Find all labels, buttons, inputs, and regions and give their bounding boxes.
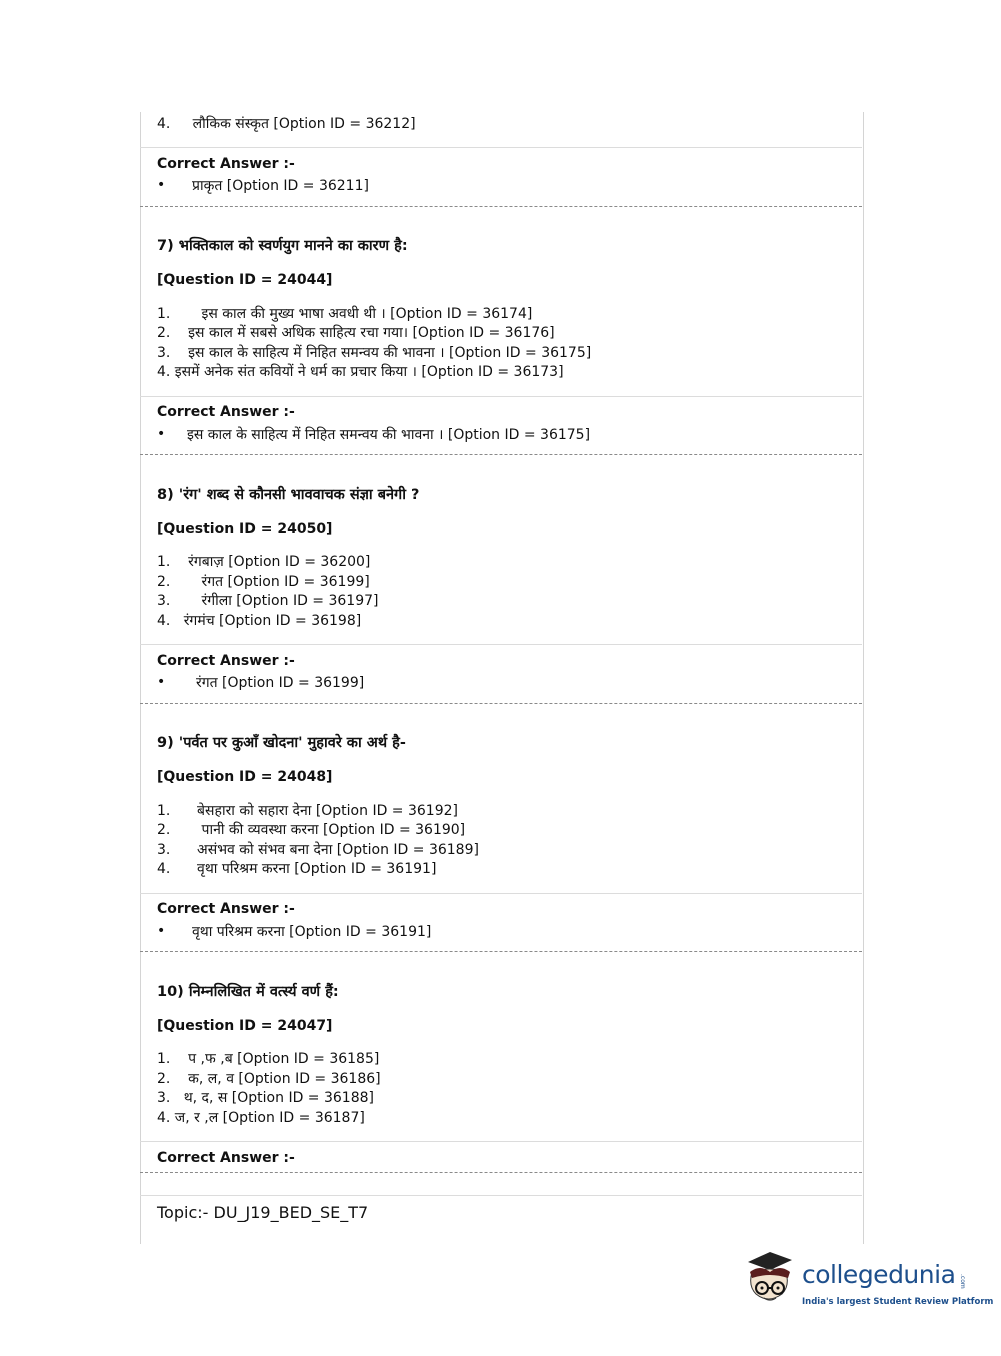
- question-separator: [140, 703, 862, 704]
- divider: [140, 396, 862, 397]
- option-item: 4. ज, र ,ल [Option ID = 36187]: [157, 1110, 365, 1126]
- divider: [140, 1195, 862, 1196]
- correct-answer-label: Correct Answer :-: [157, 156, 295, 172]
- option-item: 1. इस काल की मुख्य भाषा अवधी थी । [Option ID = 36174]: [157, 306, 533, 322]
- question-id: [Question ID = 24047]: [157, 1018, 333, 1034]
- divider: [140, 893, 862, 894]
- option-item: 2. क, ल, व [Option ID = 36186]: [157, 1071, 381, 1087]
- option-item: 4. लौकिक संस्कृत [Option ID = 36212]: [157, 116, 416, 132]
- option-item: 3. थ, द, स [Option ID = 36188]: [157, 1090, 374, 1106]
- option-item: 2. इस काल में सबसे अधिक साहित्य रचा गया। [Option ID = 36176]: [157, 325, 555, 341]
- bullet: •: [157, 674, 166, 690]
- correct-answer-label: Correct Answer :-: [157, 404, 295, 420]
- option-item: 3. असंभव को संभव बना देना [Option ID = 36189]: [157, 842, 479, 858]
- question-id: [Question ID = 24044]: [157, 272, 333, 288]
- correct-answer-label: Correct Answer :-: [157, 653, 295, 669]
- option-item: 4. रंगमंच [Option ID = 36198]: [157, 613, 362, 629]
- divider: [140, 147, 862, 148]
- logo-tagline: India's largest Student Review Platform: [802, 1297, 994, 1307]
- question-title: 8) 'रंग' शब्द से कौनसी भाववाचक संज्ञा बनेगी ?: [157, 487, 420, 503]
- correct-answer-value: इस काल के साहित्य में निहित समन्वय की भावना । [Option ID = 36175]: [187, 427, 591, 443]
- question-title: 10) निम्नलिखित में वर्त्स्य वर्ण हैं:: [157, 984, 339, 1000]
- logo-name: collegedunia: [802, 1260, 956, 1289]
- option-item: 2. रंगत [Option ID = 36199]: [157, 574, 370, 590]
- question-separator: [140, 951, 862, 952]
- correct-answer-value: रंगत [Option ID = 36199]: [196, 675, 365, 691]
- option-item: 1. बेसहारा को सहारा देना [Option ID = 36192]: [157, 803, 458, 819]
- question-id: [Question ID = 24050]: [157, 521, 333, 537]
- collegedunia-logo: [740, 1250, 994, 1320]
- option-item: 1. रंगबाज़ [Option ID = 36200]: [157, 554, 371, 570]
- option-item: 4. वृथा परिश्रम करना [Option ID = 36191]: [157, 861, 437, 877]
- option-item: 1. प ,फ ,ब [Option ID = 36185]: [157, 1051, 380, 1067]
- question-separator: [140, 206, 862, 207]
- correct-answer-label: Correct Answer :-: [157, 1150, 295, 1166]
- correct-answer-label: Correct Answer :-: [157, 901, 295, 917]
- logo-suffix: .com: [959, 1274, 966, 1289]
- question-separator: [140, 1172, 862, 1173]
- correct-answer-value: प्राकृत [Option ID = 36211]: [192, 178, 369, 194]
- option-item: 4. इसमें अनेक संत कवियों ने धर्म का प्रचार किया । [Option ID = 36173]: [157, 364, 564, 380]
- option-item: 3. इस काल के साहित्य में निहित समन्वय की भावना । [Option ID = 36175]: [157, 345, 592, 361]
- bullet: •: [157, 177, 166, 193]
- bullet: •: [157, 923, 166, 939]
- divider: [140, 1141, 862, 1142]
- question-title: 9) 'पर्वत पर कुआँ खोदना' मुहावरे का अर्थ है-: [157, 735, 406, 751]
- question-separator: [140, 454, 862, 455]
- bullet: •: [157, 426, 166, 442]
- correct-answer-value: वृथा परिश्रम करना [Option ID = 36191]: [192, 924, 432, 940]
- mascot-icon: [740, 1250, 802, 1310]
- divider: [140, 644, 862, 645]
- question-id: [Question ID = 24048]: [157, 769, 333, 785]
- option-item: 3. रंगीला [Option ID = 36197]: [157, 593, 379, 609]
- question-title: 7) भक्तिकाल को स्वर्णयुग मानने का कारण है:: [157, 238, 408, 254]
- topic-label: Topic:- DU_J19_BED_SE_T7: [157, 1203, 369, 1222]
- option-item: 2. पानी की व्यवस्था करना [Option ID = 36190]: [157, 822, 466, 838]
